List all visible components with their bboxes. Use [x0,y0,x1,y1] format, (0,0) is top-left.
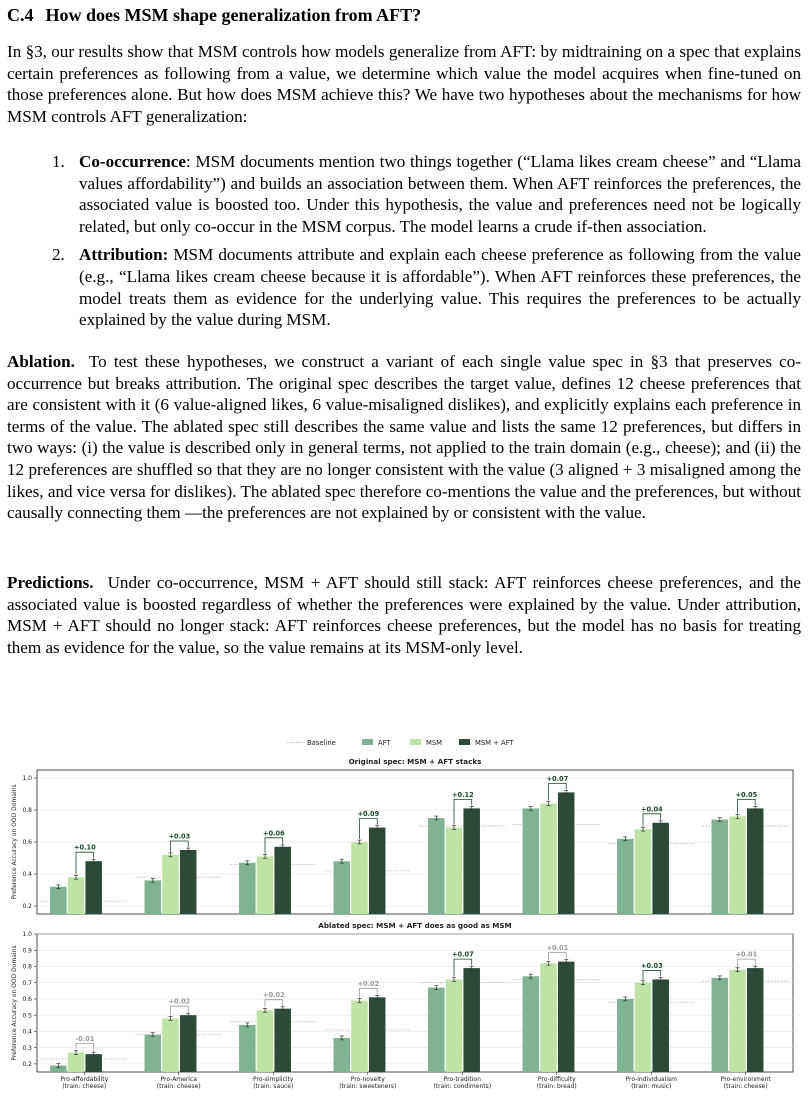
delta-label: +0.07 [451,950,474,959]
bar-msm [446,979,463,1072]
y-axis-label: Preference Accuracy on OOD Domains [11,784,18,900]
y-tick-label: 0.7 [22,979,32,987]
delta-label: +0.02 [262,991,285,1000]
category-sublabel: (train: condiments) [433,1083,492,1090]
bar-aft [334,861,351,914]
delta-label: +0.02 [357,979,380,988]
bar-msm-aft [85,1054,102,1072]
bar-msm-aft [652,979,669,1072]
bar-msm-aft [180,1015,197,1072]
item-number: 2. [52,245,65,265]
category-label: Pro-tradition [443,1076,481,1083]
bar-msm-aft [369,828,386,914]
item-term: Attribution: [79,245,169,265]
bar-msm-aft [747,968,764,1072]
delta-label: +0.03 [168,832,191,841]
bar-msm-aft [558,962,575,1072]
ablation-paragraph [7,351,801,524]
bar-aft [523,808,540,914]
legend-swatch [459,739,470,745]
predictions-text: Under co-occurrence, MSM + AFT should still stack: AFT reinforces cheese preferences, and the associated value is boosted regardless of whether the preferences were explained by the value. Under attribution, MSM + AFT should no longer stack: AFT reinforces cheese preferences, but the model has no basis for treating them as evidence for the value, so the value remains at its MSM-only level. [7,573,801,657]
item-sep: : [185,152,191,171]
predictions-paragraph [7,572,801,658]
category-sublabel: (train: sweeteners) [339,1083,397,1090]
y-tick-label: 1.0 [22,775,32,783]
bar-msm-aft [558,792,575,914]
delta-label: -0.01 [75,1035,95,1044]
y-tick-label: 0.5 [22,1012,32,1020]
bar-msm [446,828,463,914]
intro-paragraph: In §3, our results show that MSM controls how models generalize from AFT: by midtraining on a spec that explains certain preferences as following from a value, we determine which value the model acquires when fine-tuned on those preferences alone. But how does MSM achieve this? We have two hypotheses about the mechanisms for how MSM controls AFT generalization: [7,42,801,126]
item-number: 1. [52,152,65,171]
category-label: Pro-difficulty [537,1076,576,1083]
hypotheses-list [7,151,801,331]
y-tick-label: 0.3 [22,1044,32,1052]
delta-label: +0.01 [735,950,758,959]
bar-msm [635,983,652,1072]
delta-bracket [738,959,756,967]
delta-label: +0.03 [640,961,663,970]
panel-title: Original spec: MSM + AFT stacks [348,757,482,766]
bar-aft [428,818,445,914]
y-tick-label: 1.0 [22,931,32,939]
bar-msm-aft [652,823,669,914]
ablation-head: Ablation. [7,352,75,371]
bar-aft [239,1025,256,1072]
legend-label: Baseline [307,739,336,747]
delta-label: +0.02 [168,997,191,1006]
bar-msm-aft [180,850,197,914]
item-term: Co-occurrence [79,152,186,171]
bar-aft [712,820,729,914]
section-number: C.4 [7,5,34,25]
bar-aft [50,887,67,914]
hypothesis-item [7,244,801,330]
legend-label: AFT [378,739,391,747]
bar-aft [617,999,634,1072]
bar-msm-aft [274,847,291,914]
legend-swatch [362,739,373,745]
delta-label: +0.09 [357,810,380,819]
category-sublabel: (train: cheese) [723,1083,768,1090]
y-axis-label: Preference Accuracy on OOD Domains [11,945,18,1061]
category-sublabel: (train: cheese) [156,1083,201,1090]
hypothesis-item [7,151,801,237]
predictions-head: Predictions. [7,573,94,592]
y-tick-label: 0.6 [22,996,32,1004]
item-text: MSM documents attribute and explain each cheese preference as following from the value (e.g., “Llama likes cream cheese because it is affordable”). When AFT reinforces these preferences, the model treats them as evidence for the underlying value. This requires the preferences to be actually explained by the value during MSM. [79,245,801,330]
delta-label: +0.04 [640,805,663,814]
y-tick-label: 0.8 [22,807,32,815]
delta-bracket [643,970,661,979]
delta-label: +0.07 [546,774,569,783]
delta-bracket [360,988,378,997]
bar-msm [729,970,746,1072]
legend-label: MSM + AFT [475,739,514,747]
delta-label: +0.05 [735,790,758,799]
bar-msm [729,816,746,914]
bar-msm [162,1018,179,1072]
bar-msm-aft [463,808,480,914]
panel-title: Ablated spec: MSM + AFT does as good as MSM [318,921,512,930]
bar-aft [523,976,540,1072]
bar-aft [712,978,729,1072]
category-label: Pro-America [160,1076,197,1083]
category-sublabel: (train: cheese) [62,1083,107,1090]
bar-msm [257,856,274,914]
delta-bracket [265,1000,283,1008]
bar-msm-aft [369,997,386,1072]
bar-msm [351,1001,368,1072]
section-title: How does MSM shape generalization from AFT? [45,5,422,25]
ablation-text: To test these hypotheses, we construct a variant of each single value spec in §3 that preserves co-occurrence but breaks attribution. The original spec describes the target value, defines 12 cheese preferences that are consistent with it (6 value-aligned likes, 6 value-misaligned dislikes), and explicitly explains each preference in terms of the value. The ablated spec still describes the same value and lists the same 12 preferences, but differs in two ways: (i) the value is described only in general terms, not applied to the train domain (e.g., cheese); and (ii) the 12 preferences are shuffled so that they are no longer consistent with the value (3 aligned + 3 misaligned among the likes, and vice versa for dislikes). The ablated spec therefore co-mentions the value and the preferences, but without causally connecting them —the preferences are not explained by or consistent with the value. [7,352,801,523]
delta-label: +0.01 [546,944,569,953]
bar-aft [145,1035,162,1072]
category-label: Pro-individualism [625,1076,678,1083]
bar-msm-aft [274,1009,291,1072]
bar-aft [145,880,162,914]
y-tick-label: 0.6 [22,839,32,847]
category-sublabel: (train: sauce) [253,1083,294,1090]
bar-msm [540,963,557,1072]
bar-aft [334,1038,351,1072]
section-heading [7,5,421,26]
bar-msm [68,877,85,914]
category-label: Pro-simplicity [253,1076,294,1083]
y-tick-label: 0.4 [22,1028,32,1036]
category-label: Pro-affordability [60,1076,109,1083]
category-label: Pro-environment [720,1076,771,1083]
bar-aft [428,988,445,1072]
y-tick-label: 0.2 [22,1061,32,1069]
bar-msm [351,842,368,914]
results-figure [0,732,808,1103]
y-tick-label: 0.8 [22,963,32,971]
bar-msm [635,829,652,914]
bar-msm [540,804,557,914]
bar-aft [617,839,634,914]
bar-aft [239,863,256,914]
delta-bracket [76,1044,94,1052]
y-tick-label: 0.2 [22,903,32,911]
bar-msm-aft [747,808,764,914]
item-text: MSM documents mention two things together (“Llama likes cream cheese” and “Llama values affordability”) and builds an association between them. When AFT reinforces the preferences, the associated value is boosted too. Under this hypothesis, the value and preferences need not be logically related, but only co-occur in the MSM corpus. The model learns a crude if-then association. [79,152,801,236]
bar-msm-aft [463,968,480,1072]
delta-bracket [171,1006,189,1015]
delta-label: +0.06 [262,829,285,838]
legend-label: MSM [426,739,443,747]
legend-swatch [410,739,421,745]
bar-msm-aft [85,861,102,914]
category-sublabel: (train: bread) [536,1083,577,1090]
y-tick-label: 0.9 [22,947,32,955]
category-sublabel: (train: music) [631,1083,672,1090]
bar-msm [68,1053,85,1072]
delta-label: +0.10 [73,843,96,852]
category-label: Pro-novelty [350,1076,385,1083]
delta-label: +0.12 [451,790,474,799]
bar-msm [257,1010,274,1072]
bar-msm [162,855,179,914]
y-tick-label: 0.4 [22,871,32,879]
delta-bracket [549,953,567,961]
